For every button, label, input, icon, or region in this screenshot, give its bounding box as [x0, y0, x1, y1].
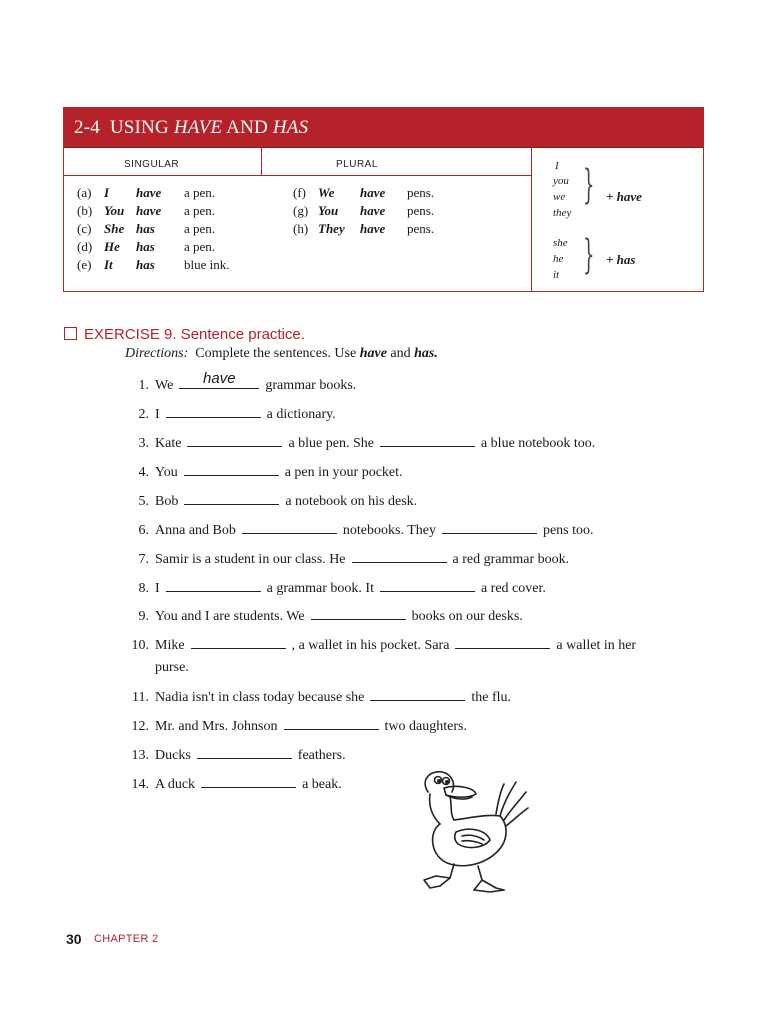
answer-blank[interactable]	[197, 746, 292, 759]
row-subject: You	[318, 203, 339, 218]
item-text: Bob	[155, 494, 179, 509]
answer-blank[interactable]	[179, 370, 259, 389]
grammar-table	[63, 147, 704, 292]
answer-blank[interactable]	[442, 521, 537, 534]
row-label: (c)	[77, 221, 92, 236]
row-label: (g)	[293, 203, 309, 218]
item-number: 13.	[131, 748, 149, 763]
answer-blank[interactable]	[311, 607, 406, 620]
exercise-item	[128, 550, 569, 568]
exercise-item	[128, 492, 417, 510]
chapter-label: CHAPTER 2	[94, 933, 159, 945]
item-text: , a wallet in his pocket. Sara	[291, 638, 450, 653]
row-verb: have	[136, 203, 162, 218]
directions-text: Complete the sentences. Use	[195, 346, 357, 361]
title-have: HAVE	[173, 117, 223, 138]
title-has: HAS	[272, 117, 309, 138]
exercise-item	[128, 775, 342, 793]
exercise-item	[128, 688, 511, 706]
answer-blank[interactable]	[184, 492, 279, 505]
brace-icon: }	[583, 162, 595, 208]
item-number: 3.	[138, 436, 149, 451]
row-object: pens.	[407, 185, 435, 200]
item-text: notebooks. They	[342, 523, 436, 538]
item-number: 8.	[138, 581, 149, 596]
row-subject: She	[104, 221, 125, 236]
directions	[125, 346, 438, 362]
pronoun: I	[555, 160, 559, 172]
answer-blank[interactable]	[201, 775, 296, 788]
item-text: Kate	[155, 436, 182, 451]
example-answer: have	[203, 370, 236, 387]
item-text: Samir is a student in our class. He	[155, 552, 346, 567]
answer-blank[interactable]	[184, 463, 279, 476]
row-subject: We	[318, 185, 335, 200]
plural-heading: PLURAL	[336, 159, 378, 170]
item-text: Mr. and Mrs. Johnson	[155, 719, 278, 734]
item-text: a blue notebook too.	[480, 436, 596, 451]
row-object: a pen.	[184, 185, 216, 200]
have-rule-text: + have	[606, 189, 642, 204]
exercise-item	[128, 434, 595, 452]
row-verb: have	[360, 185, 386, 200]
table-divider	[64, 175, 531, 176]
item-text: A duck	[155, 777, 196, 792]
pronoun: it	[553, 269, 560, 281]
singular-heading: SINGULAR	[124, 159, 180, 170]
item-text: a red grammar book.	[452, 552, 570, 567]
row-verb: has	[136, 257, 155, 272]
item-number: 12.	[131, 719, 149, 734]
exercise-item	[128, 746, 346, 764]
item-text: a grammar book. It	[266, 581, 374, 596]
row-label: (b)	[77, 203, 93, 218]
item-number: 14.	[131, 777, 149, 792]
row-object: a pen.	[184, 203, 216, 218]
directions-and: and	[390, 346, 411, 361]
item-text: a blue pen. She	[288, 436, 374, 451]
answer-blank[interactable]	[284, 717, 379, 730]
exercise-item	[128, 607, 523, 625]
row-object: blue ink.	[184, 257, 230, 272]
directions-have: have	[359, 346, 387, 361]
row-label: (f)	[293, 185, 306, 200]
row-subject: I	[104, 185, 110, 200]
answer-blank[interactable]	[455, 636, 550, 649]
has-rule-text: + has	[606, 252, 636, 267]
checkbox-icon	[64, 327, 77, 340]
exercise-item	[128, 463, 403, 481]
item-number: 5.	[138, 494, 149, 509]
item-text: feathers.	[297, 748, 346, 763]
page-number: 30	[66, 931, 82, 947]
exercise-item	[128, 521, 594, 539]
item-text: purse.	[155, 660, 189, 675]
item-number: 2.	[138, 407, 149, 422]
answer-blank[interactable]	[166, 405, 261, 418]
exercise-item	[128, 636, 636, 654]
item-text: I	[155, 581, 160, 596]
item-text: a red cover.	[480, 581, 546, 596]
pronoun: he	[553, 253, 564, 265]
exercise-item	[128, 660, 189, 676]
pronoun: we	[553, 191, 566, 203]
item-text: grammar books.	[265, 378, 357, 393]
item-text: a notebook on his desk.	[285, 494, 418, 509]
section-number: 2-4	[74, 117, 100, 138]
item-text: two daughters.	[384, 719, 467, 734]
item-text: pens too.	[542, 523, 594, 538]
item-text: Ducks	[155, 748, 191, 763]
item-text: I	[155, 407, 160, 422]
answer-blank[interactable]	[380, 579, 475, 592]
item-number: 4.	[138, 465, 149, 480]
item-number: 9.	[138, 609, 149, 624]
item-text: a pen in your pocket.	[284, 465, 403, 480]
exercise-item	[128, 370, 357, 394]
section-title-bar	[63, 107, 704, 148]
item-text: You and I are students. We	[155, 609, 305, 624]
row-verb: have	[136, 185, 162, 200]
exercise-item	[128, 717, 467, 735]
item-text: Mike	[155, 638, 185, 653]
pronoun: you	[553, 175, 569, 187]
item-number: 1.	[138, 378, 149, 393]
answer-blank[interactable]	[166, 579, 261, 592]
row-object: a pen.	[184, 221, 216, 236]
item-text: Anna and Bob	[155, 523, 236, 538]
answer-blank[interactable]	[370, 688, 465, 701]
row-subject: It	[104, 257, 113, 272]
item-text: You	[155, 465, 178, 480]
row-verb: have	[360, 221, 386, 236]
answer-blank[interactable]	[187, 434, 282, 447]
answer-blank[interactable]	[191, 636, 286, 649]
item-number: 10.	[131, 638, 149, 653]
row-label: (e)	[77, 257, 92, 272]
row-label: (d)	[77, 239, 93, 254]
item-text: Nadia isn't in class today because she	[155, 690, 365, 705]
exercise-title	[64, 326, 305, 343]
row-label: (h)	[293, 221, 309, 236]
table-divider	[531, 147, 532, 292]
item-number: 11.	[132, 690, 149, 705]
title-prefix: USING	[109, 117, 169, 138]
row-object: pens.	[407, 203, 435, 218]
item-number: 6.	[138, 523, 149, 538]
row-label: (a)	[77, 185, 92, 200]
answer-blank[interactable]	[242, 521, 337, 534]
have-rule	[606, 189, 642, 205]
item-text: a dictionary.	[266, 407, 336, 422]
pronoun: they	[553, 207, 572, 219]
exercise-item	[128, 579, 546, 597]
pronoun: she	[553, 237, 568, 249]
row-verb: has	[136, 239, 155, 254]
item-text: a beak.	[302, 777, 342, 792]
row-object: a pen.	[184, 239, 216, 254]
exercise-title-text: EXERCISE 9. Sentence practice.	[84, 326, 305, 343]
row-subject: He	[104, 239, 120, 254]
brace-icon: }	[583, 232, 595, 278]
item-text: books on our desks.	[411, 609, 523, 624]
item-text: We	[155, 378, 174, 393]
answer-blank[interactable]	[352, 550, 447, 563]
has-rule	[606, 252, 635, 268]
title-and: AND	[226, 117, 268, 138]
answer-blank[interactable]	[380, 434, 475, 447]
section-title	[74, 117, 308, 139]
duck-illustration	[400, 762, 530, 897]
directions-has: has.	[414, 346, 438, 361]
item-text: a wallet in her	[556, 638, 637, 653]
row-object: pens.	[407, 221, 435, 236]
row-verb: has	[136, 221, 155, 236]
row-verb: have	[360, 203, 386, 218]
table-divider	[261, 147, 262, 175]
row-subject: You	[104, 203, 125, 218]
directions-label: Directions:	[125, 346, 189, 361]
item-number: 7.	[138, 552, 149, 567]
row-subject: They	[318, 221, 345, 236]
exercise-item	[128, 405, 336, 423]
item-text: the flu.	[471, 690, 512, 705]
